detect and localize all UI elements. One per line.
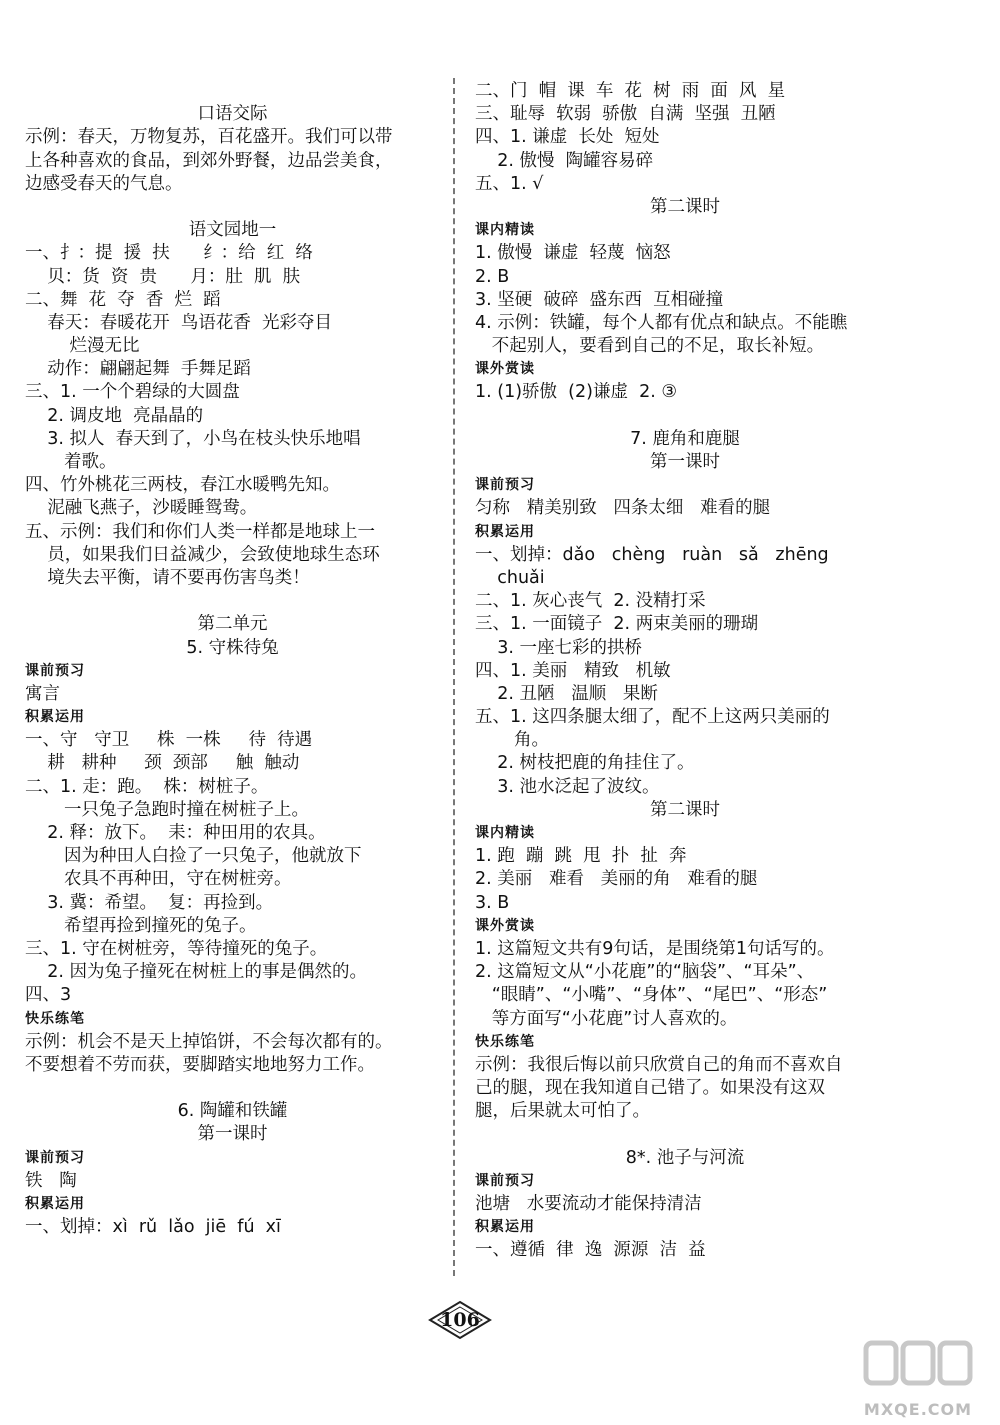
subsection-label: 快乐练笔 [25, 1010, 85, 1027]
answer-line: 一、扌：提 援 扶 纟：给 红 络 [25, 243, 313, 264]
answer-line: 一、遵循 律 逸 源源 洁 益 [475, 1240, 706, 1261]
answer-line: 五、1. 这四条腿太细了，配不上这两只美丽的 [475, 707, 830, 728]
answer-line: 三、耻辱 软弱 骄傲 自满 坚强 丑陋 [475, 104, 776, 125]
answer-line: 二、门 帽 课 车 花 树 雨 面 风 星 [475, 81, 786, 101]
answer-line: “眼睛”、“小嘴”、“身体”、“尾巴”、“形态” [475, 985, 828, 1006]
spacer [25, 196, 440, 219]
answer-line: 烂漫无比 [25, 336, 140, 357]
answer-line: 三、1. 一面镜子 2. 两束美丽的珊瑚 [475, 614, 759, 635]
subsection-label: 积累运用 [25, 1196, 85, 1212]
spacer [475, 405, 895, 428]
answer-line: 铁 陶 [25, 1170, 77, 1191]
answer-line: 一、守 守卫 株 一株 待 待遇 [25, 730, 313, 751]
section-heading: 7. 鹿角和鹿腿 [630, 428, 740, 449]
answer-line: 二、舞 花 夺 香 烂 蹈 [25, 289, 221, 310]
answer-line: 边感受春天的气息。 [25, 173, 183, 194]
subsection-label: 积累运用 [475, 523, 535, 540]
answer-line: 1. 这篇短文共有9句话，是围绕第1句话写的。 [475, 938, 835, 959]
answer-line: 三、1. 守在树桩旁，等待撞死的兔子。 [25, 938, 328, 959]
section-heading: 语文园地一 [188, 220, 277, 241]
subsection-label: 课前预习 [475, 477, 535, 494]
page-number-badge [428, 1300, 492, 1340]
answer-line: 2. 调皮地 亮晶晶的 [25, 405, 204, 426]
subsection-label: 课内精读 [475, 222, 535, 239]
right-column [475, 80, 895, 1263]
answer-line: 五、1. √ [475, 173, 544, 194]
subsection-label: 课内精读 [475, 825, 535, 841]
column-divider [453, 78, 455, 1276]
answer-line: 3. B [475, 892, 510, 913]
answer-line: 五、示例：我们和你们人类一样都是地球上一 [25, 521, 375, 542]
answer-line: 3. 池水泛起了波纹。 [475, 776, 660, 797]
answer-line: 境失去平衡，请不要再伤害鸟类！ [25, 567, 310, 588]
answer-line: 3. 冀：希望。 复：再捡到。 [25, 892, 274, 913]
section-heading: 第一课时 [197, 1124, 268, 1145]
answer-line: 一、划掉：xì rǔ lǎo jiē fú xī [25, 1217, 281, 1238]
answer-line: 2. 释：放下。 耒：种田用的农具。 [25, 823, 326, 843]
subsection-label: 快乐练笔 [475, 1033, 535, 1050]
page-number: 106 [440, 1309, 480, 1331]
answer-line: 2. 树枝把鹿的角挂住了。 [475, 753, 695, 774]
answer-line: 四、3 [25, 985, 72, 1006]
answer-line: 3. 拟人 春天到了，小鸟在枝头快乐地唱 [25, 428, 361, 449]
answer-line: 泥融飞燕子，沙暖睡鸳鸯。 [25, 498, 258, 519]
answer-line: 2. 这篇短文从“小花鹿”的“脑袋”、“耳朵”、 [475, 962, 815, 983]
answer-line: 匀称 精美别致 四条太细 难看的腿 [475, 498, 771, 519]
answer-line: 示例：春天，万物复苏，百花盛开。我们可以带 [25, 127, 393, 148]
answer-line: 1. 傲慢 谦虚 轻蔑 恼怒 [475, 243, 671, 264]
answer-line: 等方面写“小花鹿”讨人喜欢的。 [475, 1008, 738, 1029]
answer-line: 示例：我很后悔以前只欣赏自己的角而不喜欢自 [475, 1054, 843, 1075]
answer-line: 2. 因为兔子撞死在树桩上的事是偶然的。 [25, 962, 368, 983]
answer-line: 腿，后果就太可怕了。 [475, 1101, 650, 1122]
answer-line: 一、划掉：dǎo chèng ruàn sǎ zhēng [475, 544, 829, 565]
answer-line: 2. 丑陋 温顺 果断 [475, 683, 658, 704]
answer-line: 上各种喜欢的食品，到郊外野餐，边品尝美食， [25, 150, 393, 171]
answer-line: chuǎi [475, 567, 545, 588]
answer-line: 寓言 [25, 683, 60, 704]
section-heading: 6. 陶罐和铁罐 [177, 1101, 288, 1122]
answer-line: 1. (1)骄傲 (2)谦虚 2. ③ [475, 382, 678, 403]
answer-line: 3. 一座七彩的拱桥 [475, 637, 643, 658]
answer-line: 池塘 水要流动才能保持清洁 [475, 1194, 702, 1214]
section-heading: 口语交际 [197, 104, 268, 125]
section-heading: 第二课时 [650, 196, 720, 217]
section-heading: 第二单元 [197, 614, 268, 635]
answer-line: 耕 耕种 颈 颈部 触 触动 [25, 753, 300, 774]
answer-line: 一只兔子急跑时撞在树桩子上。 [25, 799, 309, 820]
answer-line: 希望再捡到撞死的兔子。 [25, 915, 257, 936]
answer-line: 贝：货 资 贵 月：肚 肌 肤 [25, 266, 301, 287]
answer-line: 动作：翩翩起舞 手舞足蹈 [25, 359, 251, 380]
answer-line: 2. 傲慢 陶罐容易碎 [475, 150, 654, 171]
answer-line: 4. 示例：铁罐，每个人都有优点和缺点。不能瞧 [475, 312, 848, 333]
subsection-label: 课外赏读 [475, 361, 535, 378]
answer-line: 不要想着不劳而获，要脚踏实地地努力工作。 [25, 1054, 375, 1075]
answer-line: 不起别人，要看到自己的不足，取长补短。 [475, 336, 825, 357]
answer-line: 1. 跑 蹦 跳 甩 扑 扯 奔 [475, 846, 687, 867]
answer-line: 三、1. 一个个碧绿的大圆盘 [25, 382, 240, 403]
section-heading: 5. 守株待兔 [186, 637, 279, 658]
watermark-text: MXQE.COM [863, 1400, 973, 1419]
answer-line: 2. B [475, 266, 510, 287]
answer-line: 角。 [475, 730, 549, 751]
spacer [25, 80, 440, 103]
subsection-label: 积累运用 [25, 709, 85, 726]
watermark [858, 1337, 978, 1419]
left-column [25, 80, 440, 1239]
answer-line: 四、1. 谦虚 长处 短处 [475, 127, 660, 148]
section-heading: 8*. 池子与河流 [625, 1147, 745, 1168]
answer-line: 二、1. 走：跑。 株：树桩子。 [25, 776, 269, 797]
subsection-label: 课前预习 [475, 1172, 535, 1189]
answer-line: 因为种田人白捡了一只兔子，他就放下 [25, 846, 362, 867]
answer-line: 2. 美丽 难看 美丽的角 难看的腿 [475, 869, 758, 890]
section-heading: 第一课时 [650, 452, 720, 472]
spacer [475, 1123, 895, 1146]
subsection-label: 课外赏读 [475, 917, 535, 934]
answer-line: 示例：机会不是天上掉馅饼，不会每次都有的。 [25, 1031, 393, 1052]
section-heading: 第二课时 [650, 799, 720, 820]
answer-site-logo-icon [858, 1337, 978, 1397]
subsection-label: 积累运用 [475, 1219, 535, 1236]
answer-line: 己的腿，现在我知道自己错了。如果没有这双 [475, 1078, 825, 1099]
answer-line: 二、1. 灰心丧气 2. 没精打采 [475, 591, 706, 612]
subsection-label: 课前预习 [25, 1149, 85, 1166]
answer-line: 员，如果我们日益减少，会致使地球生态环 [25, 544, 380, 565]
answer-line: 农具不再种田，守在树桩旁。 [25, 869, 292, 890]
answer-line: 四、竹外桃花三两枝，春江水暖鸭先知。 [25, 475, 340, 496]
answer-line: 着歌。 [25, 452, 117, 472]
spacer [25, 1077, 440, 1100]
spacer [25, 590, 440, 613]
subsection-label: 课前预习 [25, 662, 85, 679]
answer-line: 四、1. 美丽 精致 机敏 [475, 660, 671, 681]
answer-line: 3. 坚硬 破碎 盛东西 互相碰撞 [475, 289, 724, 310]
answer-line: 春天：春暖花开 鸟语花香 光彩夺目 [25, 312, 333, 333]
